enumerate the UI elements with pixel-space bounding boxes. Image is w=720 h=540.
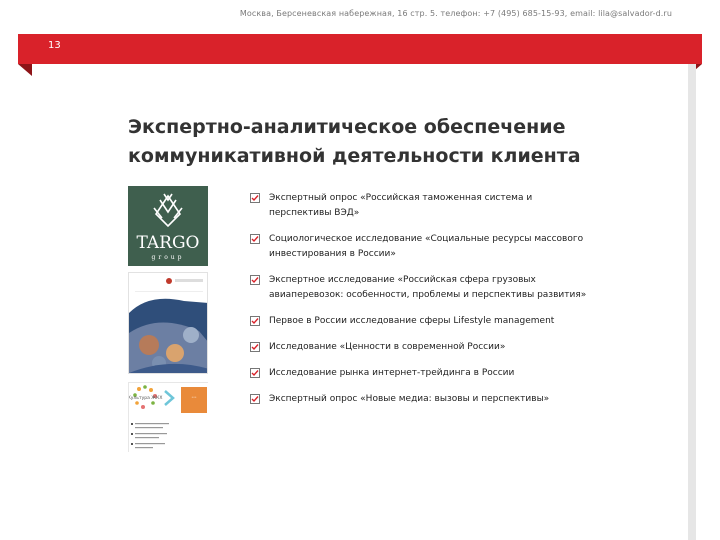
slide-number: 13 <box>48 40 61 51</box>
aviation-brochure-graphic <box>129 273 208 374</box>
targo-logo-graphic <box>128 186 208 266</box>
svg-text:TARGO: TARGO <box>136 233 200 253</box>
slide-title-line-2: коммуникативной деятельности клиента <box>128 145 581 167</box>
checkbox-bullet-icon <box>250 316 260 326</box>
list-item <box>250 314 590 329</box>
research-report-cover <box>128 382 208 452</box>
aviation-brochure-image <box>128 272 208 374</box>
slide-title-line-1: Экспертно-аналитическое обеспечение <box>128 116 566 138</box>
list-item <box>250 340 590 355</box>
targo-group-logo <box>128 186 208 266</box>
checkbox-bullet-icon <box>250 193 260 203</box>
header-red-band <box>18 34 702 64</box>
list-item-text: Экспертный опрос «Новые медиа: вызовы и перспективы» <box>269 394 550 404</box>
list-item <box>250 232 590 262</box>
checkbox-bullet-icon <box>250 394 260 404</box>
checkbox-bullet-icon <box>250 342 260 352</box>
report-brand-text: Культура ЖКХ <box>129 396 163 401</box>
slide-title <box>128 113 608 171</box>
band-fold-left <box>18 64 32 76</box>
list-item <box>250 273 590 303</box>
checkbox-bullet-icon <box>250 368 260 378</box>
list-item-text: Исследование рынка интернет-трейдинга в России <box>269 368 515 378</box>
header-contact-info: Москва, Берсеневская набережная, 16 стр. 5. телефон: +7 (495) 685-15-93, email: lila@salvador-d.ru <box>239 9 672 18</box>
list-item-text: Первое в России исследование сферы Lifestyle management <box>269 316 555 326</box>
list-item-text: Экспертное исследование «Российская сфера грузовых авиаперевозок: особенности, проблемы и перспективы развития» <box>269 275 587 300</box>
research-report-graphic <box>129 383 209 453</box>
list-item-text: Социологическое исследование «Социальные ресурсы массового инвестирования в России» <box>269 234 584 259</box>
checkbox-bullet-icon <box>250 234 260 244</box>
list-item-text: Экспертный опрос «Российская таможенная система и перспективы ВЭД» <box>269 193 533 218</box>
svg-text:•••: ••• <box>191 395 197 399</box>
list-item <box>250 191 590 221</box>
list-item-text: Исследование «Ценности в современной России» <box>269 342 506 352</box>
research-list <box>250 191 590 418</box>
list-item <box>250 392 590 407</box>
page-edge-shadow <box>688 64 696 540</box>
svg-text:group: group <box>151 254 185 261</box>
checkbox-bullet-icon <box>250 275 260 285</box>
list-item <box>250 366 590 381</box>
